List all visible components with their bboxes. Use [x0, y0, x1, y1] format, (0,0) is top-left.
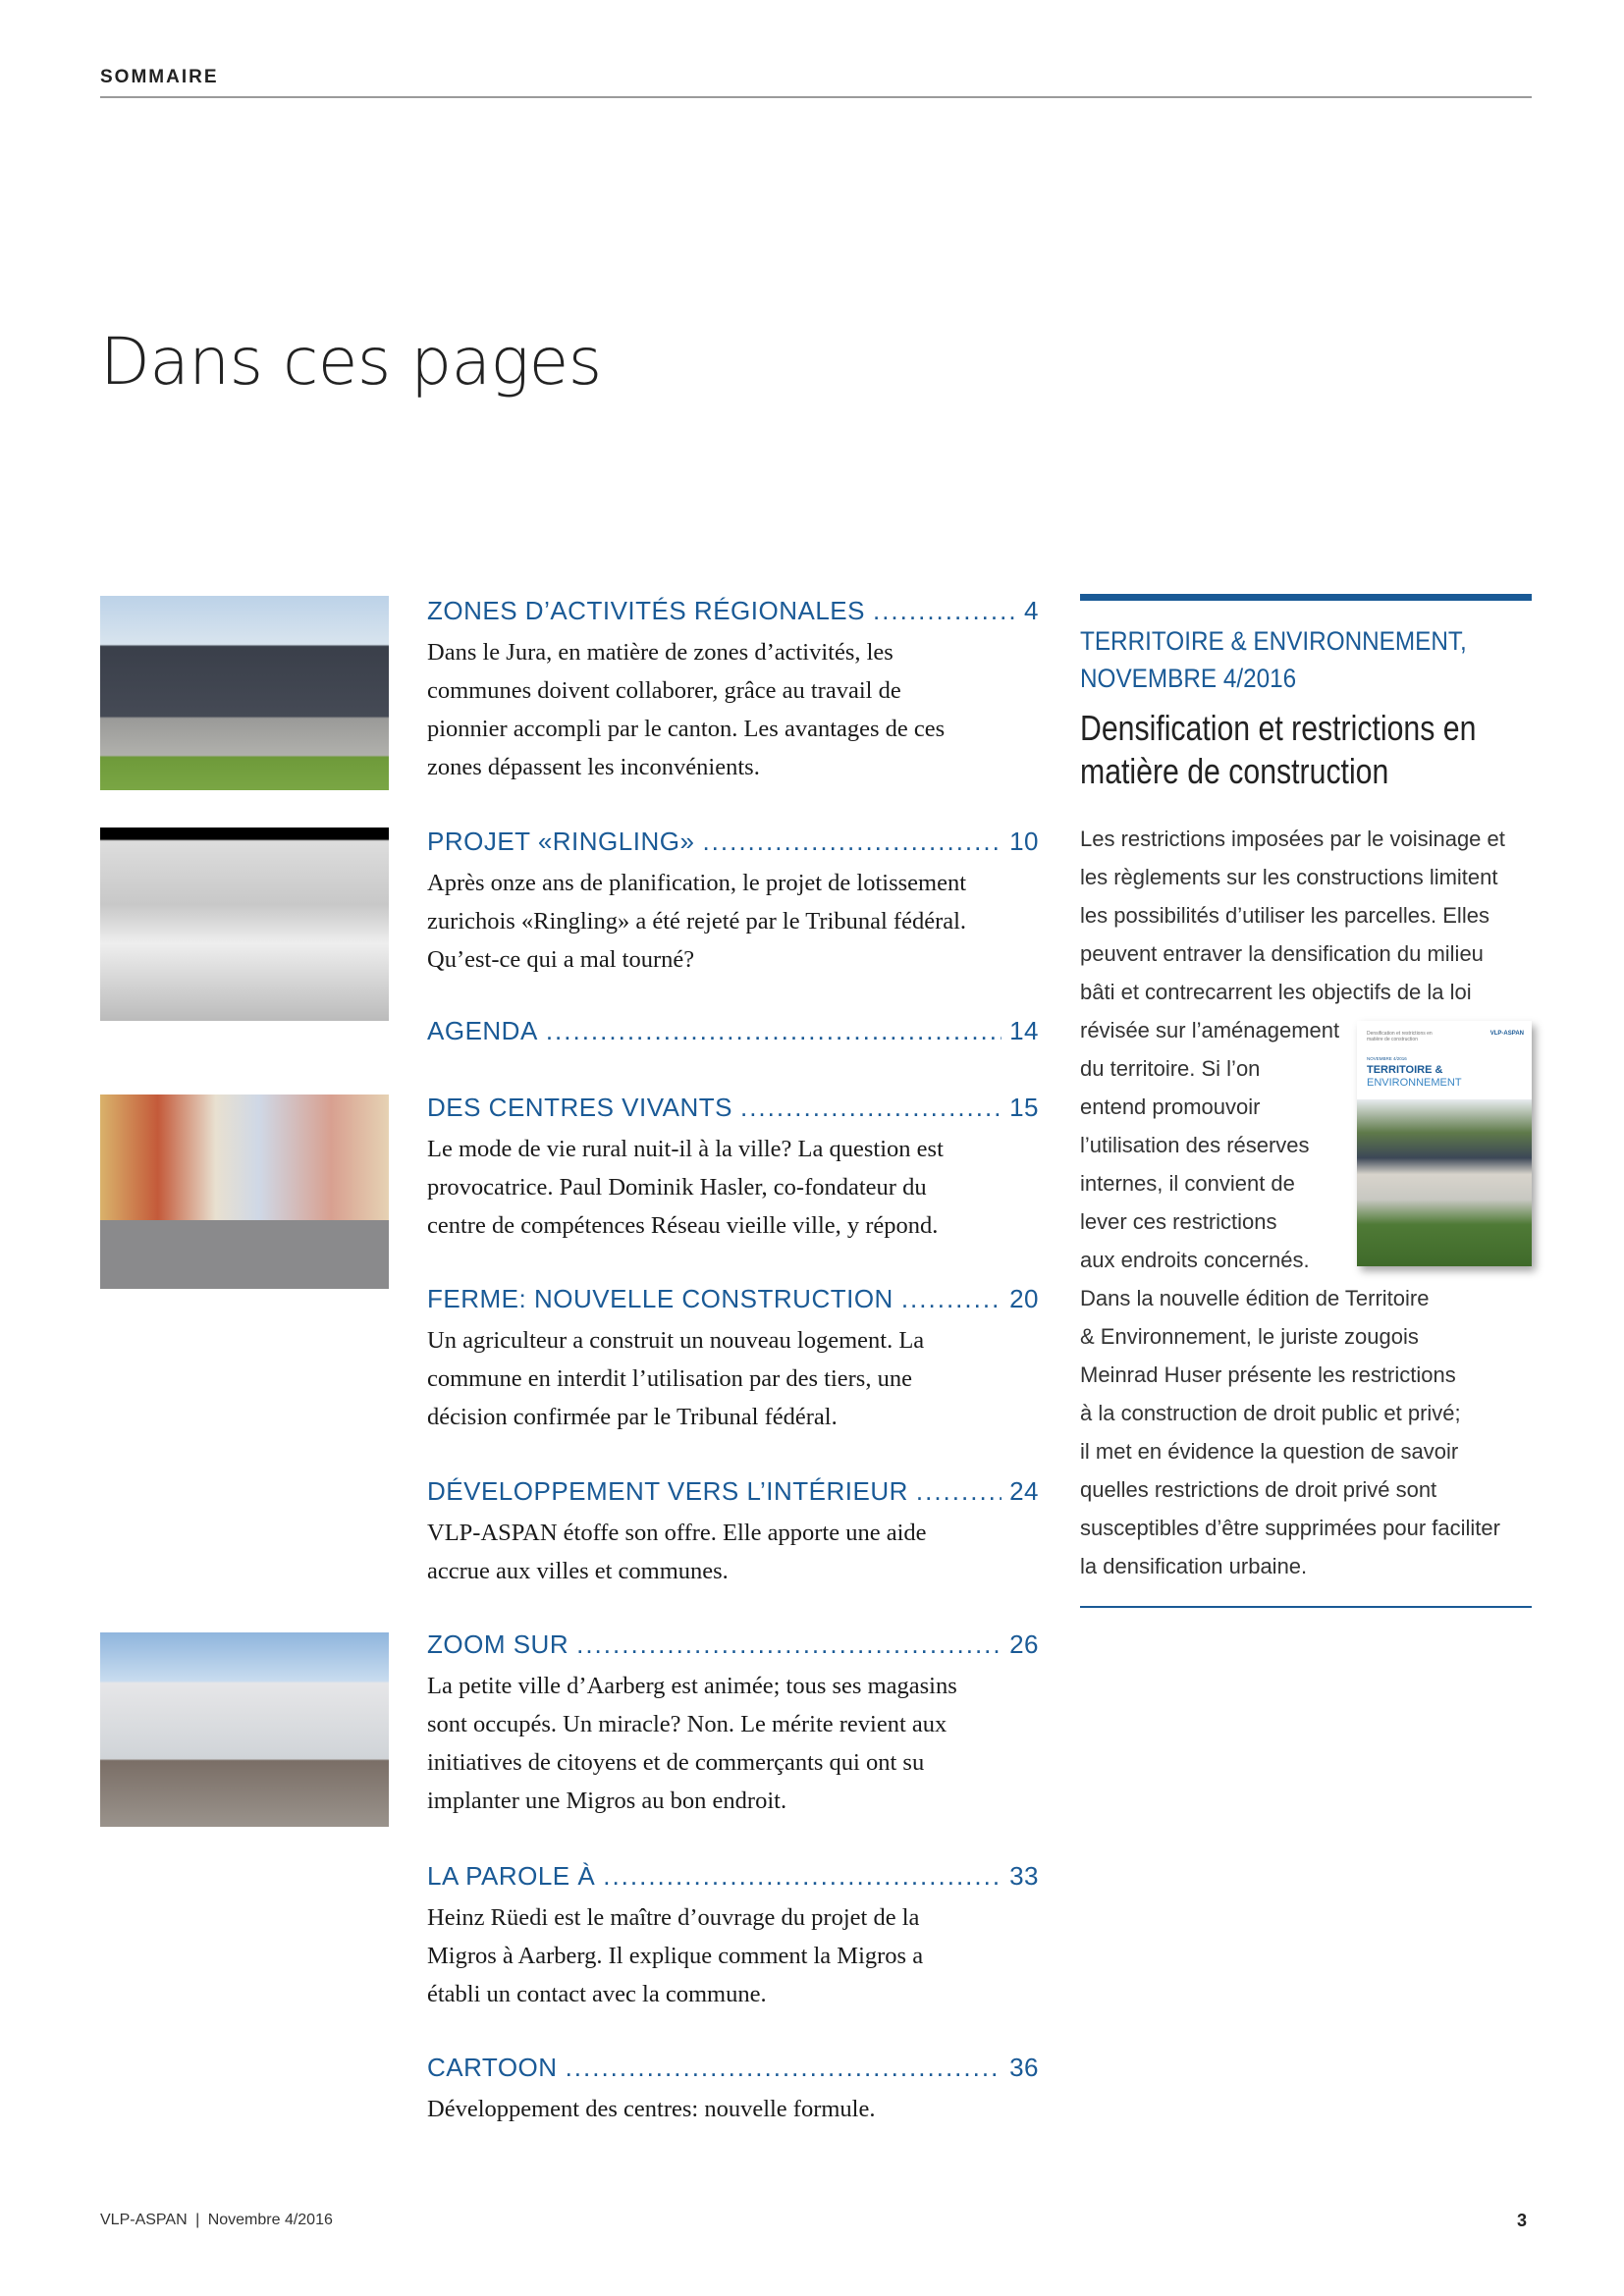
leader-dots — [901, 1284, 1001, 1314]
summary-line: zones dépassent les inconvénients. — [427, 754, 760, 780]
thumbnail-town-square — [100, 1095, 389, 1289]
toc-entry-heading[interactable] — [427, 596, 1039, 631]
sidebar-body-line: révisée sur l’aménagement — [1080, 1018, 1340, 1042]
sidebar-bottom-rule — [1080, 1606, 1532, 1608]
summary-line: centre de compétences Réseau vieille ville, y répond. — [427, 1212, 939, 1239]
sidebar-body-line: Les restrictions imposées par le voisinage et — [1080, 827, 1505, 851]
leader-dots — [916, 1476, 1001, 1507]
summary-line: provocatrice. Paul Dominik Hasler, co-fondateur du — [427, 1174, 927, 1201]
toc-entry[interactable] — [427, 596, 1039, 786]
leader-dots — [740, 1093, 1001, 1123]
toc-entry[interactable] — [427, 1284, 1039, 1436]
sidebar-body-line: entend promouvoir — [1080, 1095, 1261, 1119]
sidebar-body-line: la densification urbaine. — [1080, 1554, 1308, 1578]
toc-entry-summary — [427, 1130, 1039, 1245]
toc-entry-title[interactable]: DÉVELOPPEMENT VERS L’INTÉRIEUR — [427, 1476, 908, 1506]
magazine-cover — [1357, 1021, 1532, 1266]
toc-entry[interactable] — [427, 2053, 1039, 2128]
toc-entry-summary — [427, 1898, 1039, 2013]
sidebar-body-line: susceptibles d’être supprimées pour faciliter — [1080, 1516, 1500, 1540]
toc-entry[interactable] — [427, 1476, 1039, 1590]
toc-entry-title[interactable]: FERME: NOUVELLE CONSTRUCTION — [427, 1284, 893, 1313]
sidebar-body-line: lever ces restrictions — [1080, 1209, 1277, 1234]
toc-page-number[interactable]: 33 — [1009, 1861, 1039, 1891]
summary-line: Développement des centres: nouvelle formule. — [427, 2096, 876, 2122]
toc-page-number[interactable]: 10 — [1009, 827, 1039, 856]
cover-issue: NOVEMBRE 4/2016 — [1367, 1056, 1407, 1061]
summary-line: commune en interdit l’utilisation par des tiers, une — [427, 1365, 912, 1392]
sidebar-body-line: & Environnement, le juriste zougois — [1080, 1324, 1419, 1349]
toc-entry-title[interactable]: ZOOM SUR — [427, 1629, 569, 1659]
summary-line: Un agriculteur a construit un nouveau logement. La — [427, 1327, 925, 1354]
cover-title: ENVIRONNEMENT — [1367, 1077, 1462, 1089]
summary-line: décision confirmée par le Tribunal fédéral. — [427, 1404, 838, 1430]
sidebar-body-line: aux endroits concernés. — [1080, 1248, 1310, 1272]
sidebar-heading — [1080, 622, 1532, 697]
summary-line: Heinz Rüedi est le maître d’ouvrage du projet de la — [427, 1904, 920, 1931]
summary-line: Migros à Aarberg. Il explique comment la Migros a — [427, 1943, 924, 1969]
toc-page-number[interactable]: 26 — [1009, 1629, 1039, 1659]
sidebar-heading-line: TERRITOIRE & ENVIRONNEMENT, — [1080, 626, 1467, 656]
thumbnail-3d-model — [100, 828, 389, 1021]
toc-entry-heading[interactable] — [427, 1016, 1039, 1051]
toc-page-number[interactable]: 4 — [1024, 596, 1039, 625]
sidebar-body-line: l’utilisation des réserves — [1080, 1133, 1310, 1157]
thumbnail-industrial-building — [100, 596, 389, 790]
leader-dots — [566, 2053, 1002, 2083]
sidebar-body-line: Meinrad Huser présente les restrictions — [1080, 1362, 1456, 1387]
footer: VLP-ASPAN | Novembre 4/2016 — [100, 2212, 333, 2228]
toc-entry-title[interactable]: AGENDA — [427, 1016, 538, 1045]
toc-entry-heading[interactable] — [427, 1629, 1039, 1665]
toc-entry-summary — [427, 864, 1039, 979]
toc-page-number[interactable]: 15 — [1009, 1093, 1039, 1122]
toc-entry[interactable] — [427, 1016, 1039, 1053]
toc-entry-heading[interactable] — [427, 2053, 1039, 2088]
toc-entry[interactable] — [427, 1093, 1039, 1245]
toc-entry-summary — [427, 2090, 1039, 2128]
toc-page-number[interactable]: 20 — [1009, 1284, 1039, 1313]
sidebar-body-line: quelles restrictions de droit privé sont — [1080, 1477, 1437, 1502]
summary-line: initiatives de citoyens et de commerçants qui ont su — [427, 1749, 925, 1776]
summary-line: Le mode de vie rural nuit-il à la ville? La question est — [427, 1136, 944, 1162]
summary-line: Qu’est-ce qui a mal tourné? — [427, 946, 695, 973]
toc-entry-title[interactable]: ZONES D’ACTIVITÉS RÉGIONALES — [427, 596, 865, 625]
summary-line: accrue aux villes et communes. — [427, 1558, 729, 1584]
summary-line: La petite ville d’Aarberg est animée; tous ses magasins — [427, 1673, 957, 1699]
cover-subtitle: Densification et restrictions en matière de construction — [1367, 1031, 1433, 1042]
summary-line: Après onze ans de planification, le projet de lotissement — [427, 870, 967, 896]
toc-page-number[interactable]: 36 — [1009, 2053, 1039, 2082]
sidebar-box — [1080, 594, 1532, 793]
summary-line: pionnier accompli par le canton. Les avantages de ces — [427, 716, 946, 742]
footer-issue: Novembre 4/2016 — [207, 2212, 333, 2228]
sidebar-body-line: il met en évidence la question de savoir — [1080, 1439, 1459, 1464]
sidebar-title-line: matière de construction — [1080, 751, 1389, 791]
leader-dots — [873, 596, 1016, 626]
summary-line: Dans le Jura, en matière de zones d’activités, les — [427, 639, 893, 666]
cover-title: TERRITOIRE & — [1367, 1064, 1443, 1076]
sidebar-title — [1080, 707, 1532, 793]
leader-dots — [546, 1016, 1001, 1046]
toc-entry-summary — [427, 1667, 1039, 1820]
toc-entry-heading[interactable] — [427, 1284, 1039, 1319]
sidebar-body-line: bâti et contrecarrent les objectifs de la loi — [1080, 980, 1472, 1004]
sidebar-body-line: Dans la nouvelle édition de Territoire — [1080, 1286, 1430, 1310]
toc-entry-heading[interactable] — [427, 827, 1039, 862]
toc-entry-summary — [427, 1321, 1039, 1436]
toc-entry-title[interactable]: CARTOON — [427, 2053, 558, 2082]
sidebar-body-line: peuvent entraver la densification du milieu — [1080, 941, 1484, 966]
leader-dots — [603, 1861, 1001, 1892]
toc-entry-heading[interactable] — [427, 1861, 1039, 1896]
toc-page-number[interactable]: 24 — [1009, 1476, 1039, 1506]
thumbnail-migros-building — [100, 1632, 389, 1827]
summary-line: implanter une Migros au bon endroit. — [427, 1788, 787, 1814]
summary-line: VLP-ASPAN étoffe son offre. Elle apporte une aide — [427, 1520, 927, 1546]
toc-entry-summary — [427, 1514, 1039, 1590]
sidebar-body-line: à la construction de droit public et privé; — [1080, 1401, 1461, 1425]
toc-entry[interactable] — [427, 1861, 1039, 2013]
summary-line: communes doivent collaborer, grâce au travail de — [427, 677, 901, 704]
footer-publisher: VLP-ASPAN — [100, 2212, 188, 2228]
toc-page-number[interactable]: 14 — [1009, 1016, 1039, 1045]
header-divider — [100, 96, 1532, 98]
leader-dots — [702, 827, 1001, 857]
toc-entry[interactable] — [427, 827, 1039, 979]
toc-entry-title[interactable]: PROJET «RINGLING» — [427, 827, 695, 856]
summary-line: zurichois «Ringling» a été rejeté par le Tribunal fédéral. — [427, 908, 967, 934]
summary-line: sont occupés. Un miracle? Non. Le mérite revient aux — [427, 1711, 947, 1737]
leader-dots — [576, 1629, 1001, 1660]
toc-entry-heading[interactable] — [427, 1093, 1039, 1128]
cover-photo — [1357, 1099, 1532, 1266]
toc-entry-title[interactable]: LA PAROLE À — [427, 1861, 596, 1891]
toc-entry-summary — [427, 633, 1039, 786]
page-title: Dans ces pages — [100, 324, 602, 400]
summary-line: établi un contact avec la commune. — [427, 1981, 767, 2007]
section-label: SOMMAIRE — [100, 67, 219, 87]
cover-brand: VLP-ASPAN — [1489, 1031, 1524, 1037]
toc-entry[interactable] — [427, 1629, 1039, 1820]
page-number: 3 — [1517, 2211, 1528, 2230]
toc-entry-title[interactable]: DES CENTRES VIVANTS — [427, 1093, 732, 1122]
sidebar-top-bar — [1080, 594, 1532, 601]
sidebar-body-line: du territoire. Si l’on — [1080, 1056, 1261, 1081]
sidebar-body-line: les règlements sur les constructions limitent — [1080, 865, 1498, 889]
sidebar-body-line: les possibilités d’utiliser les parcelles. Elles — [1080, 903, 1489, 928]
sidebar-title-line: Densification et restrictions en — [1080, 708, 1477, 748]
sidebar-body-line: internes, il convient de — [1080, 1171, 1295, 1196]
sidebar-heading-line: NOVEMBRE 4/2016 — [1080, 664, 1297, 693]
toc-entry-heading[interactable] — [427, 1476, 1039, 1512]
